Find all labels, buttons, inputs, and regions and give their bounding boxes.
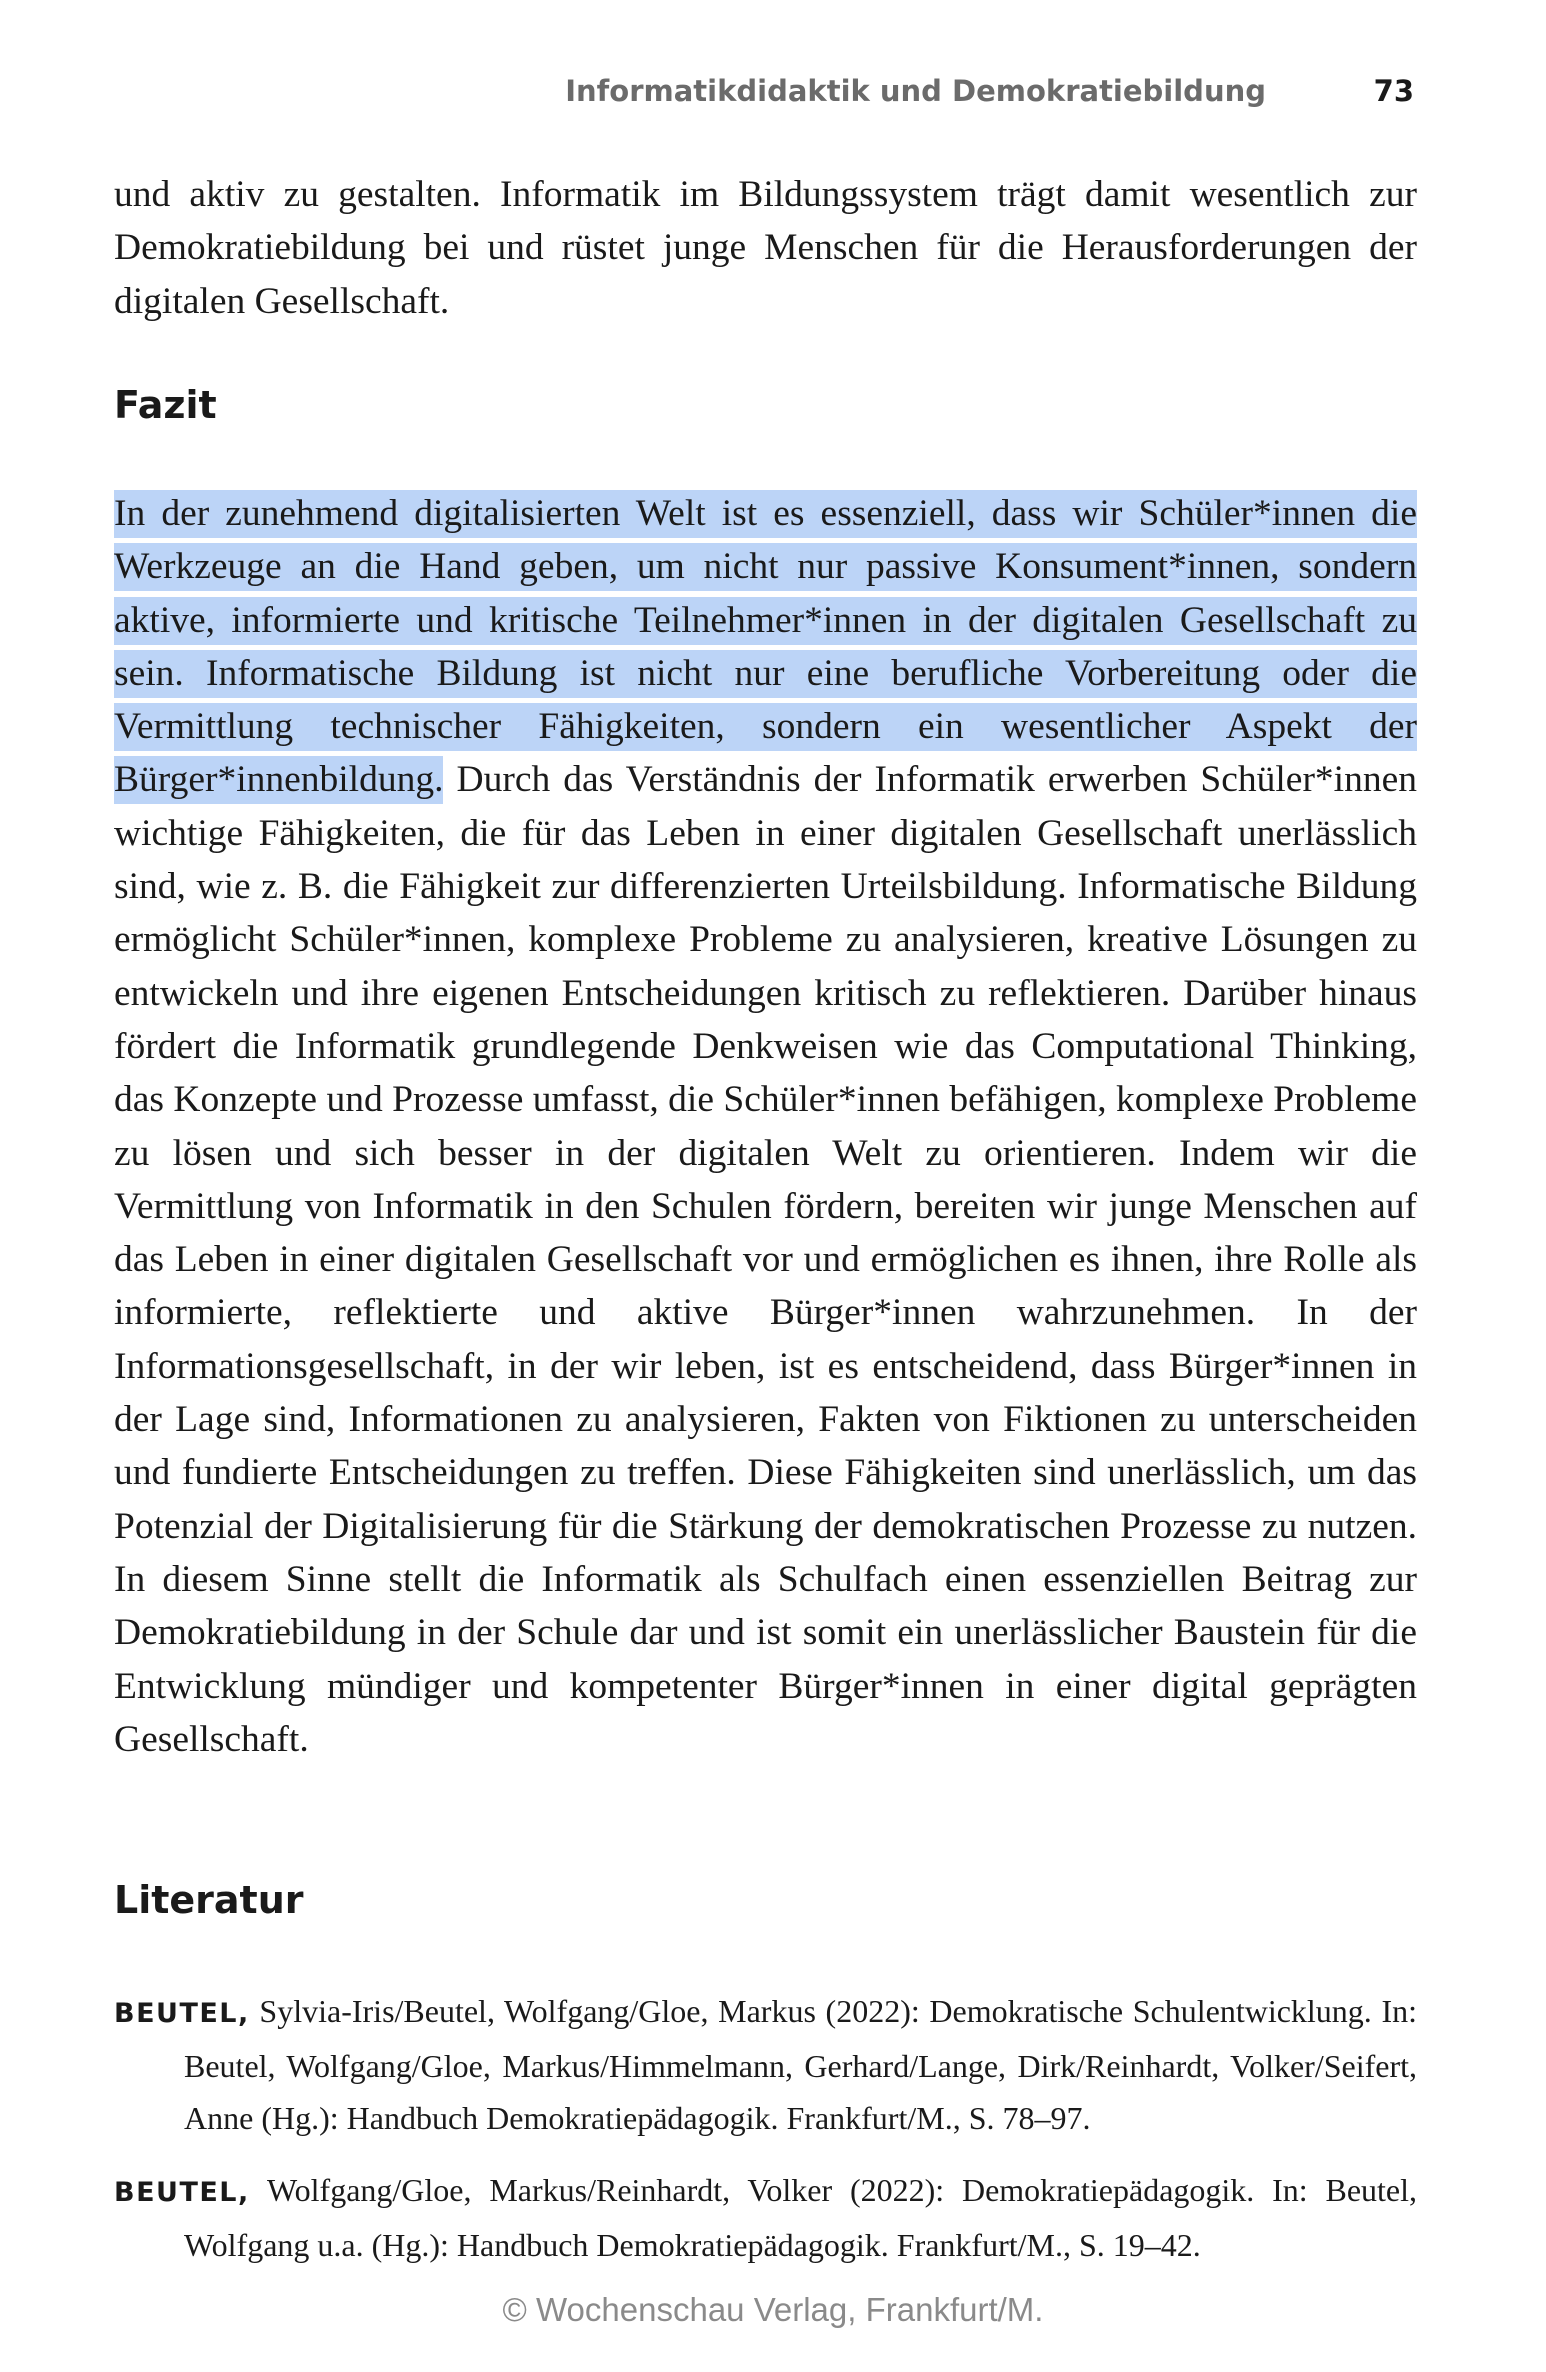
reference-item[interactable] [114,1985,1417,2144]
copyright-footer: © Wochenschau Verlag, Frankfurt/M. [502,2291,1044,2328]
page-number: 73 [1373,74,1414,108]
literatur-heading: Literatur [114,1878,304,1922]
running-title: Informatikdidaktik und Demokratiebildung [565,74,1266,108]
fazit-body-text[interactable]: Durch das Verständnis der Informatik erwerben Schüler*innen wichtige Fähigkeiten, die für das Leben in einer digitalen Gesellschaft unerlässlich sind, wie z. B. die Fähigkeit zur differenzierten Urteilsbildung. Informatische Bildung ermöglicht Schüler*innen, komplexe Probleme zu analysieren, kreative Lösungen zu entwickeln und ihre eigenen Entscheidungen kritisch zu reflektieren. Darüber hinaus fördert die Informatik grundlegende Denkweisen wie das Computational Thinking, das Konzepte und Prozesse umfasst, die Schüler*innen befähigen, komplexe Probleme zu lösen und sich besser in der digitalen Welt zu orientieren. Indem wir die Vermittlung von Informatik in den Schulen fördern, bereiten wir junge Menschen auf das Leben in einer digitalen Gesellschaft vor und ermöglichen es ihnen, ihre Rolle als informierte, reflektierte und aktive Bürger*innen wahrzunehmen. In der Informationsgesellschaft, in der wir leben, ist es entscheidend, dass Bürger*innen in der Lage sind, Informationen zu analysieren, Fakten von Fiktionen zu unterscheiden und fundierte Entscheidungen zu treffen. Diese Fähigkeiten sind unerlässlich, um das Potenzial der Digitalisierung für die Stärkung der demokratischen Prozesse zu nutzen. In diesem Sinne stellt die Informatik als Schulfach einen essenziellen Beitrag zur Demokratiebildung in der Schule dar und ist somit ein unerlässlicher Baustein für die Entwicklung mündiger und kompetenter Bürger*innen in einer digital geprägten Gesellschaft. [114,759,1417,1760]
reference-author: BEUTEL, [114,2177,250,2208]
page-header [114,74,1414,114]
reference-text: Sylvia-Iris/Beutel, Wolfgang/Gloe, Markus (2022): Demokratische Schulentwicklung. In: Beutel, Wolfgang/Gloe, Markus/Himmelmann, Gerhard/Lange, Dirk/Reinhardt, Volker/Seifert, Anne (Hg.): Handbuch Demokratiepädagogik. Frankfurt/M., S. 78–97. [184,1993,1417,2136]
reference-item[interactable] [114,2164,1417,2271]
reference-author: BEUTEL, [114,1998,250,2029]
reference-list [114,1985,1417,2291]
intro-paragraph[interactable]: und aktiv zu gestalten. Informatik im Bildungssystem trägt damit wesentlich zur Demokratiebildung bei und rüstet junge Menschen für die Herausforderungen der digitalen Gesellschaft. [114,174,1417,322]
fazit-paragraph[interactable] [114,487,1417,1766]
selected-text-highlight[interactable]: In der zunehmend digitalisierten Welt ist es essenziell, dass wir Schüler*innen die Werkzeuge an die Hand geben, um nicht nur passive Konsument*innen, sondern aktive, informierte und kritische Teilnehmer*innen in der digitalen Gesellschaft zu sein. Informatische Bildung ist nicht nur eine berufliche Vorbereitung oder die Vermittlung technischer Fähigkeiten, sondern ein wesentlicher Aspekt der Bürger*innenbildung. [114,493,1417,801]
fazit-heading: Fazit [114,383,217,427]
reference-text: Wolfgang/Gloe, Markus/Reinhardt, Volker (2022): Demokratiepädagogik. In: Beutel, Wolfgang u.a. (Hg.): Handbuch Demokratiepädagogik. Frankfurt/M., S. 19–42. [184,2172,1417,2263]
